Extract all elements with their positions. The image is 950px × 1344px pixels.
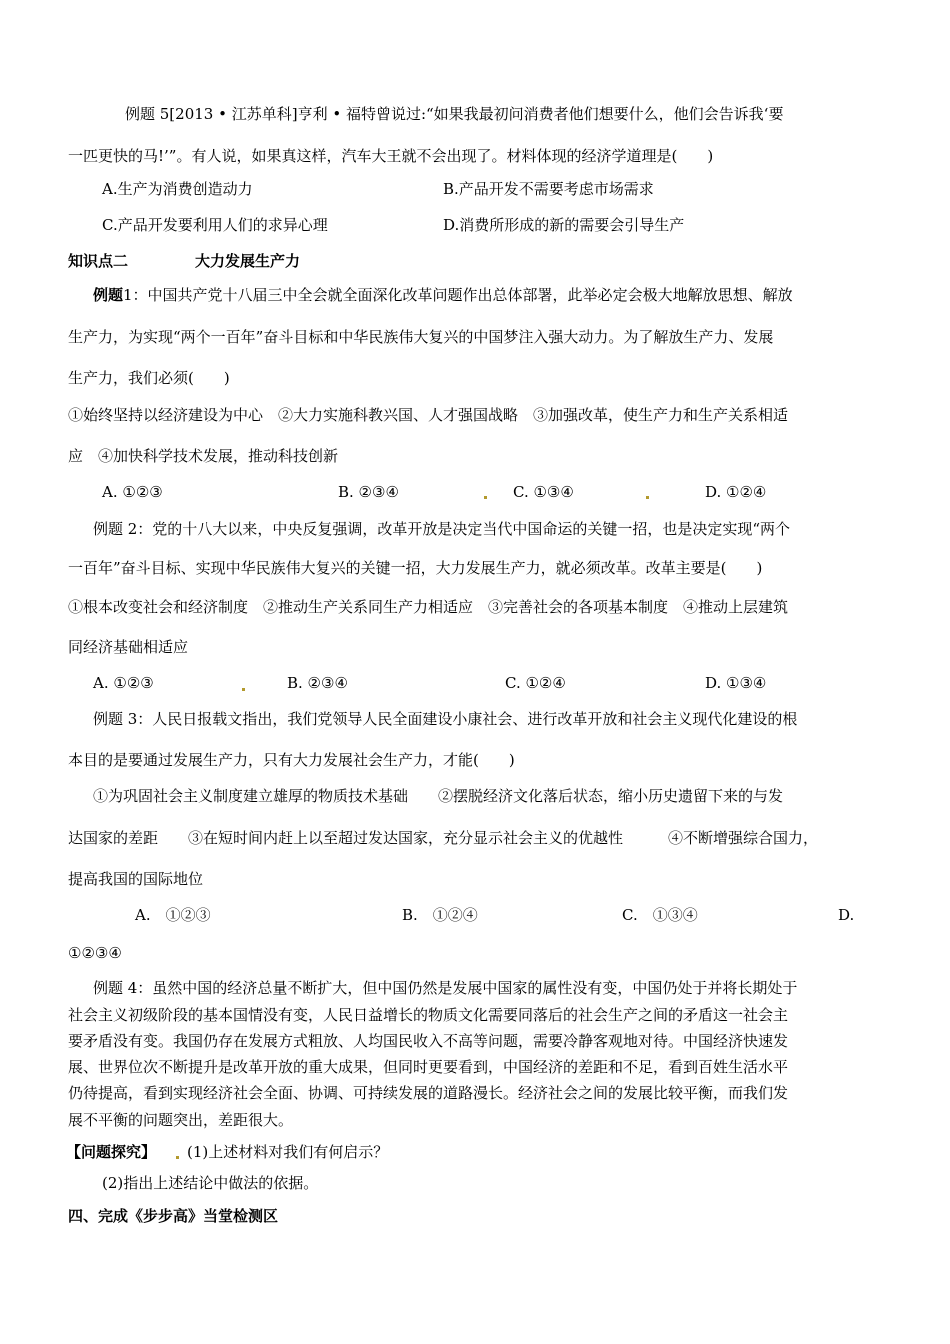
ex5-option-c: C.产品开发要利用人们的求异心理 — [102, 216, 328, 234]
ex5-option-b: B.产品开发不需要考虑市场需求 — [443, 180, 654, 198]
q3-option-a: A. ①②③ — [135, 906, 211, 924]
q1-prefix: 例题 — [93, 286, 124, 304]
q1-option-a: A. ①②③ — [102, 483, 163, 501]
q1-item-line1: ①始终坚持以经济建设为中心 ②大力实施科教兴国、人才强国战略 ③加强改革，使生产力和生产关系相适 — [68, 406, 789, 424]
q1-option-c: C. ①③④ — [513, 483, 574, 501]
stray-mark — [176, 1156, 179, 1159]
q1-line3: 生产力，我们必须( ) — [68, 369, 230, 387]
inquiry-question-1: (1)上述材料对我们有何启示？ — [187, 1143, 389, 1161]
q3-item-line2: 达国家的差距 ③在短时间内赶上以至超过发达国家，充分显示社会主义的优越性 ④不断增强综合国力， — [68, 829, 819, 847]
q2-item-line2: 同经济基础相适应 — [68, 638, 189, 656]
q3-option-d: D. — [838, 906, 855, 924]
q2-option-b: B. ②③④ — [287, 674, 348, 692]
q2-line2: 一百年”奋斗目标、实现中华民族伟大复兴的关键一招，大力发展生产力，就必须改革。改革主要是( ) — [68, 559, 763, 577]
q4-line1: 例题 4：虽然中国的经济总量不断扩大，但中国仍然是发展中国家的属性没有变，中国仍处于并将长期处于 — [93, 979, 798, 997]
q4-line5: 仍待提高，看到实现经济社会全面、协调、可持续发展的道路漫长。经济社会之间的发展比较平衡，而我们发 — [68, 1084, 789, 1102]
q1-line2: 生产力，为实现“两个一百年”奋斗目标和中华民族伟大复兴的中国梦注入强大动力。为了解放生产力、发展 — [68, 328, 774, 346]
q1-option-b: B. ②③④ — [338, 483, 399, 501]
stray-mark — [646, 496, 649, 499]
inquiry-question-2: (2)指出上述结论中做法的依据。 — [102, 1174, 319, 1192]
stray-mark — [242, 688, 245, 691]
inquiry-label: 【问题探究】 — [66, 1143, 157, 1161]
q1-option-d: D. ①②④ — [705, 483, 767, 501]
q3-option-c: C. ①③④ — [622, 906, 698, 924]
q4-line2: 社会主义初级阶段的基本国情没有变，人民日益增长的物质文化需要同落后的社会生产之间的矛盾这一社会主 — [68, 1006, 789, 1024]
section-label: 知识点二 — [68, 252, 129, 270]
q2-option-d: D. ①③④ — [705, 674, 767, 692]
section-title: 大力发展生产力 — [195, 252, 301, 270]
q1-line1 — [93, 285, 793, 305]
q3-line2: 本目的是要通过发展生产力，只有大力发展社会生产力，才能( ) — [68, 751, 515, 769]
q2-option-c: C. ①②④ — [505, 674, 566, 692]
q4-line3: 要矛盾没有变。我国仍存在发展方式粗放、人均国民收入不高等问题，需要冷静客观地对待。中国经济快速发 — [68, 1032, 789, 1050]
ex5-option-a: A.生产为消费创造动力 — [102, 180, 253, 198]
ex5-line2: 一匹更快的马!’”。有人说，如果真这样，汽车大王就不会出现了。材料体现的经济学道理是( ) — [68, 147, 714, 165]
section4-title: 四、完成《步步高》当堂检测区 — [68, 1207, 279, 1225]
q4-line6: 展不平衡的问题突出，差距很大。 — [68, 1111, 294, 1129]
q3-line1: 例题 3：人民日报载文指出，我们党领导人民全面建设小康社会、进行改革开放和社会主义现代化建设的根 — [93, 710, 798, 728]
q1-item-line2: 应 ④加快科学技术发展，推动科技创新 — [68, 447, 339, 465]
q3-item-line1: ①为巩固社会主义制度建立雄厚的物质技术基础 ②摆脱经济文化落后状态，缩小历史遗留下来的与发 — [93, 787, 784, 805]
ex5-line1: 例题 5[2013 • 江苏单科]亨利 • 福特曾说过:“如果我最初问消费者他们想要什么，他们会告诉我‘要 — [125, 105, 784, 123]
stray-mark — [484, 496, 487, 499]
q1-line1-text: 1：中国共产党十八届三中全会就全面深化改革问题作出总体部署，此举必定会极大地解放思想、解放 — [123, 286, 793, 304]
q3-option-d-content: ①②③④ — [68, 944, 122, 962]
q2-line1: 例题 2：党的十八大以来，中央反复强调，改革开放是决定当代中国命运的关键一招，也是决定实现“两个 — [93, 520, 790, 538]
q3-item-line3: 提高我国的国际地位 — [68, 870, 204, 888]
q3-option-b: B. ①②④ — [402, 906, 478, 924]
q2-option-a: A. ①②③ — [93, 674, 154, 692]
q4-line4: 展、世界位次不断提升是改革开放的重大成果，但同时更要看到，中国经济的差距和不足，看到百姓生活水平 — [68, 1058, 789, 1076]
ex5-option-d: D.消费所形成的新的需要会引导生产 — [443, 216, 685, 234]
q2-item-line1: ①根本改变社会和经济制度 ②推动生产关系同生产力相适应 ③完善社会的各项基本制度 ④推动上层建筑 — [68, 598, 789, 616]
